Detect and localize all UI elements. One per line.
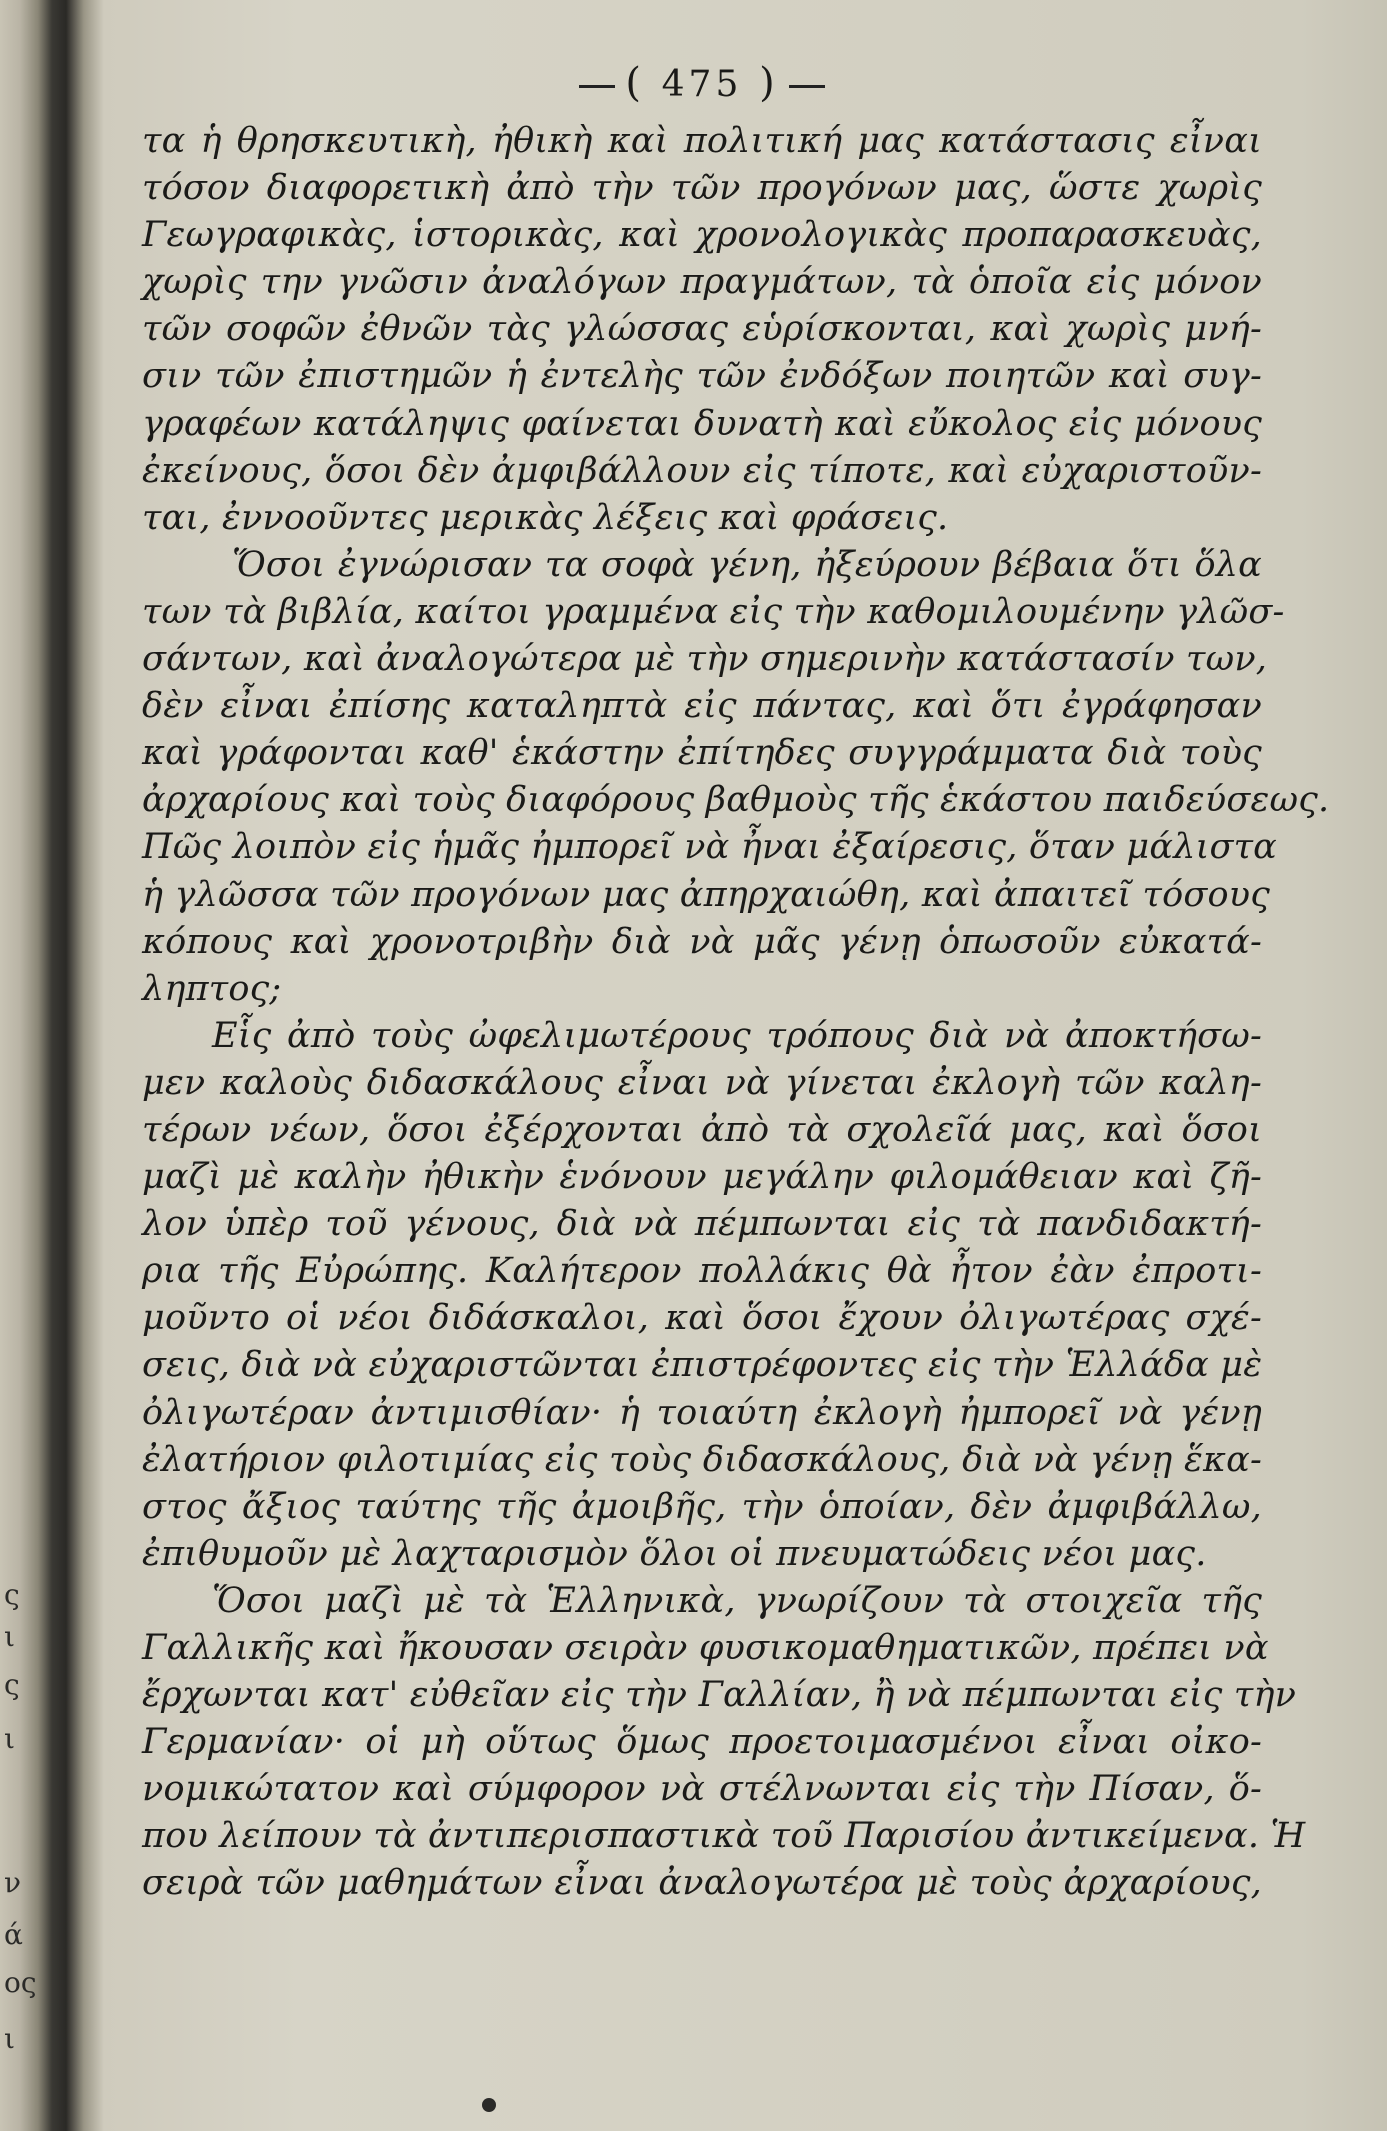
- text-line: Ὅσοι ἐγνώρισαν τα σοφὰ γένη, ἠξεύρουν βέβαια ὅτι ὅλα: [232, 544, 1262, 585]
- text-line: χωρὶς την γνῶσιν ἀναλόγων πραγμάτων, τὰ ὁποῖα εἰς μόνον: [142, 262, 1262, 303]
- text-line: Γεωγραφικὰς, ἱστορικὰς, καὶ χρονολογικὰς προπαρασκευὰς,: [142, 215, 1262, 256]
- gutter-letter: ς: [4, 1578, 20, 1611]
- text-line: στος ἄξιος ταύτης τῆς ἀμοιβῆς, τὴν ὁποίαν, δὲν ἀμφιβάλλω,: [142, 1486, 1262, 1527]
- text-line: ἔρχωνται κατ' εὐθεῖαν εἰς τὴν Γαλλίαν, ἢ νὰ πέμπωνται εἰς τὴν: [142, 1675, 1297, 1716]
- text-line: τα ἡ θρησκευτικὴ, ἠθικὴ καὶ πολιτική μας κατάστασις εἶναι: [142, 121, 1262, 161]
- header-dash-right: [789, 85, 825, 88]
- text-line: ληπτος;: [142, 968, 282, 1009]
- text-line: Εἷς ἀπὸ τοὺς ὠφελιμωτέρους τρόπους διὰ νὰ ἀποκτήσω-: [212, 1015, 1262, 1056]
- text-line: σιν τῶν ἐπιστημῶν ἡ ἐντελὴς τῶν ἐνδόξων ποιητῶν καὶ συγ-: [142, 356, 1262, 397]
- body-text: [142, 118, 1330, 1908]
- text-line: ὀλιγωτέραν ἀντιμισθίαν· ἡ τοιαύτη ἐκλογὴ ἠμπορεῖ νὰ γένῃ: [142, 1392, 1262, 1433]
- page-content: [142, 48, 1330, 1908]
- text-line: γραφέων κατάληψις φαίνεται δυνατὴ καὶ εὔκολος εἰς μόνους: [142, 403, 1262, 444]
- text-line: τέρων νέων, ὅσοι ἐξέρχονται ἀπὸ τὰ σχολεῖά μας, καὶ ὅσοι: [142, 1109, 1262, 1150]
- gutter-letter: ι: [4, 2022, 15, 2055]
- text-line: μοῦντο οἱ νέοι διδάσκαλοι, καὶ ὅσοι ἔχουν ὀλιγωτέρας σχέ-: [142, 1298, 1262, 1339]
- page-header: ( 475 ): [142, 48, 1262, 118]
- text-line: ἐλατήριον φιλοτιμίας εἰς τοὺς διδασκάλους, διὰ νὰ γένῃ ἕκα-: [142, 1439, 1262, 1480]
- text-line: κόπους καὶ χρονοτριβὴν διὰ νὰ μᾶς γένῃ ὁπωσοῦν εὐκατά-: [142, 921, 1262, 962]
- gutter-letter: ς: [4, 1668, 20, 1701]
- text-line: μεν καλοὺς διδασκάλους εἶναι νὰ γίνεται ἐκλογὴ τῶν καλη-: [142, 1062, 1262, 1103]
- text-line: ἐπιθυμοῦν μὲ λαχταρισμὸν ὅλοι οἱ πνευματώδεις νέοι μας.: [142, 1533, 1207, 1574]
- gutter-letter: ν: [4, 1866, 22, 1899]
- text-line: σεις, διὰ νὰ εὐχαριστῶνται ἐπιστρέφοντες εἰς τὴν Ἑλλάδα μὲ: [142, 1345, 1263, 1386]
- gutter-letter: ι: [4, 1722, 15, 1755]
- gutter-letter: ι: [4, 1620, 15, 1653]
- adjacent-page-margin: [0, 0, 37, 2131]
- text-line: σάντων, καὶ ἀναλογώτερα μὲ τὴν σημερινὴν κατάστασίν των,: [142, 639, 1268, 680]
- header-dash-left: [579, 85, 615, 88]
- page-number: 475: [661, 64, 743, 105]
- text-line: ἡ γλῶσσα τῶν προγόνων μας ἀπηρχαιώθη, καὶ ἀπαιτεῖ τόσους: [142, 874, 1271, 915]
- text-line: μαζὶ μὲ καλὴν ἠθικὴν ἑνόνουν μεγάλην φιλομάθειαν καὶ ζῆ-: [142, 1157, 1262, 1198]
- text-line: Πῶς λοιπὸν εἰς ἡμᾶς ἠμπορεῖ νὰ ἦναι ἐξαίρεσις, ὅταν μάλιστα: [142, 827, 1278, 868]
- text-line: ται, ἐννοοῦντες μερικὰς λέξεις καὶ φράσεις.: [142, 497, 949, 538]
- paragraph-4: [142, 1578, 1306, 1908]
- text-line: των τὰ βιβλία, καίτοι γραμμένα εἰς τὴν καθομιλουμένην γλῶσ-: [142, 591, 1285, 632]
- ink-blot: [482, 2098, 496, 2112]
- text-line: τόσον διαφορετικὴ ἀπὸ τὴν τῶν προγόνων μας, ὥστε χωρὶς: [142, 168, 1262, 209]
- text-line: σειρὰ τῶν μαθημάτων εἶναι ἀναλογωτέρα μὲ τοὺς ἀρχαρίους,: [142, 1863, 1262, 1904]
- gutter-letter: ος: [4, 1966, 37, 1999]
- text-line: καὶ γράφονται καθ' ἑκάστην ἐπίτηδες συγγράμματα διὰ τοὺς: [142, 733, 1262, 774]
- text-line: ἐκείνους, ὅσοι δὲν ἀμφιβάλλουν εἰς τίποτε, καὶ εὐχαριστοῦν-: [142, 450, 1262, 491]
- paragraph-2: [142, 542, 1330, 1013]
- text-line: Γαλλικῆς καὶ ἤκουσαν σειρὰν φυσικομαθηματικῶν, πρέπει νὰ: [142, 1628, 1269, 1668]
- text-line: Ὅσοι μαζὶ μὲ τὰ Ἑλληνικὰ, γνωρίζουν τὰ στοιχεῖα τῆς: [212, 1580, 1262, 1621]
- text-line: τῶν σοφῶν ἐθνῶν τὰς γλώσσας εὑρίσκονται, καὶ χωρὶς μνή-: [142, 309, 1262, 350]
- text-line: νομικώτατον καὶ σύμφορον νὰ στέλνωνται εἰς τὴν Πίσαν, ὅ-: [142, 1769, 1262, 1810]
- text-line: ρια τῆς Εὐρώπης. Καλήτερον πολλάκις θὰ ἦτον ἐὰν ἐπροτι-: [142, 1251, 1262, 1292]
- text-line: ἀρχαρίους καὶ τοὺς διαφόρους βαθμοὺς τῆς ἑκάστου παιδεύσεως.: [142, 780, 1330, 821]
- paragraph-3: [142, 1013, 1262, 1578]
- text-line: που λείπουν τὰ ἀντιπερισπαστικὰ τοῦ Παρισίου ἀντικείμενα. Ἡ: [142, 1816, 1306, 1857]
- text-line: λον ὑπὲρ τοῦ γένους, διὰ νὰ πέμπωνται εἰς τὰ πανδιδακτή-: [142, 1204, 1262, 1245]
- paragraph-1: [142, 118, 1262, 542]
- text-line: δὲν εἶναι ἐπίσης καταληπτὰ εἰς πάντας, καὶ ὅτι ἐγράφησαν: [142, 686, 1262, 727]
- gutter-letter: ά: [4, 1918, 23, 1951]
- text-line: Γερμανίαν· οἱ μὴ οὕτως ὅμως προετοιμασμένοι εἶναι οἰκο-: [142, 1722, 1262, 1763]
